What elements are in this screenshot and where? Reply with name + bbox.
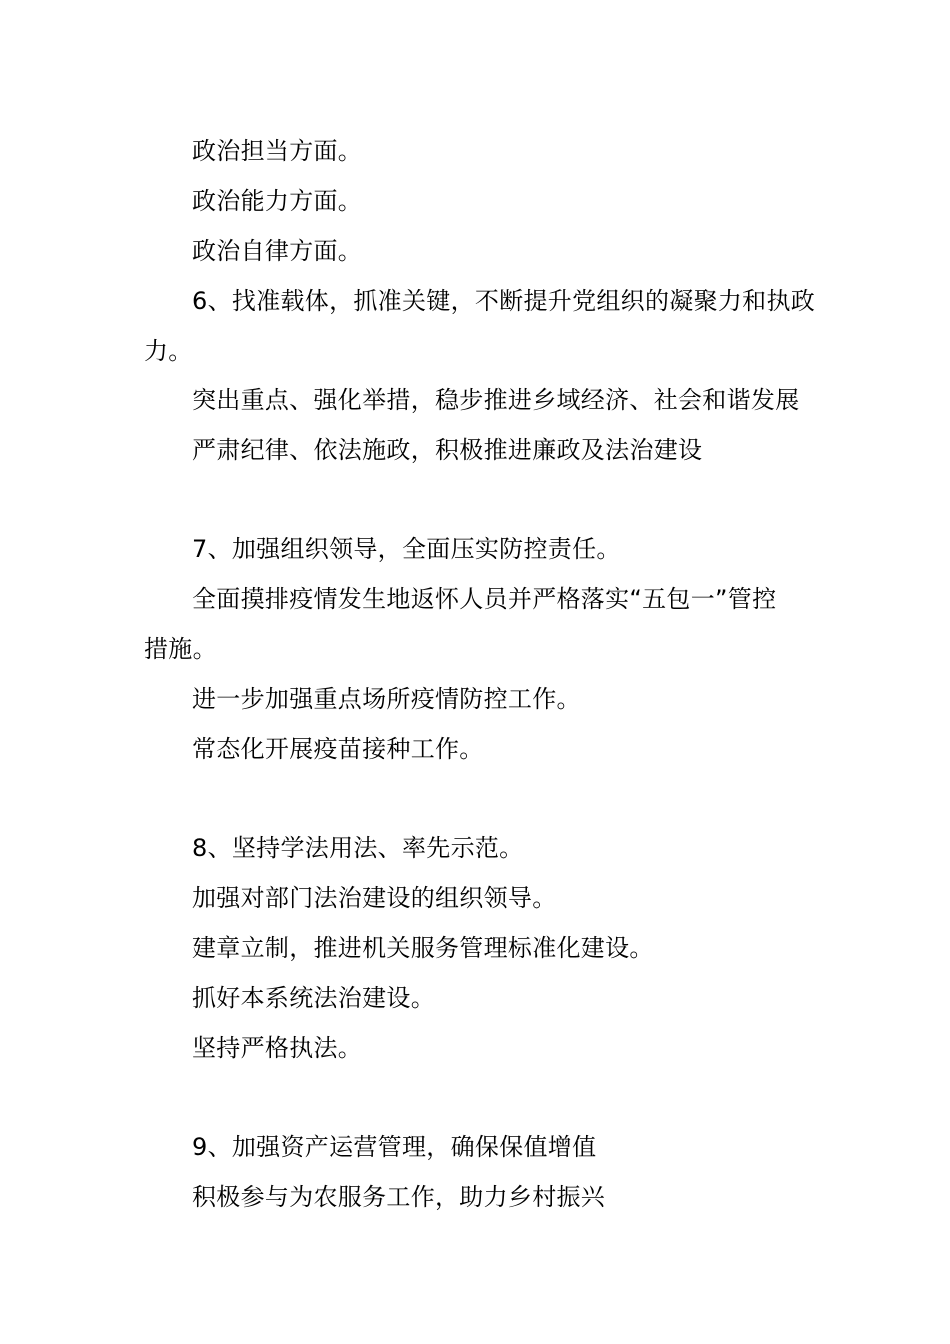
text-line: 严肃纪律、依法施政，积极推进廉政及法治建设 <box>192 436 703 464</box>
text-line: 措施。 <box>144 635 217 663</box>
text-line: 力。 <box>144 337 193 365</box>
section-heading: 9、加强资产运营管理，确保保值增值 <box>192 1133 597 1161</box>
text-line: 积极参与为农服务工作，助力乡村振兴 <box>192 1183 606 1211</box>
text-line: 全面摸排疫情发生地返怀人员并严格落实“五包一”管控 <box>192 585 777 613</box>
text-line: 进一步加强重点场所疫情防控工作。 <box>192 685 581 713</box>
section-heading: 6、找准载体，抓准关键，不断提升党组织的凝聚力和执政 <box>192 287 816 315</box>
text-line: 坚持严格执法。 <box>192 1034 363 1062</box>
section-heading: 8、坚持学法用法、率先示范。 <box>192 834 524 862</box>
text-line: 政治自律方面。 <box>192 237 363 265</box>
text-line: 突出重点、强化举措，稳步推进乡域经济、社会和谐发展 <box>192 386 800 414</box>
text-line: 政治能力方面。 <box>192 187 363 215</box>
text-line: 建章立制，推进机关服务管理标准化建设。 <box>192 934 654 962</box>
text-line: 政治担当方面。 <box>192 137 363 165</box>
section-heading: 7、加强组织领导，全面压实防控责任。 <box>192 535 621 563</box>
text-line: 加强对部门法治建设的组织领导。 <box>192 884 557 912</box>
text-line: 常态化开展疫苗接种工作。 <box>192 735 484 763</box>
text-line: 抓好本系统法治建设。 <box>192 984 435 1012</box>
